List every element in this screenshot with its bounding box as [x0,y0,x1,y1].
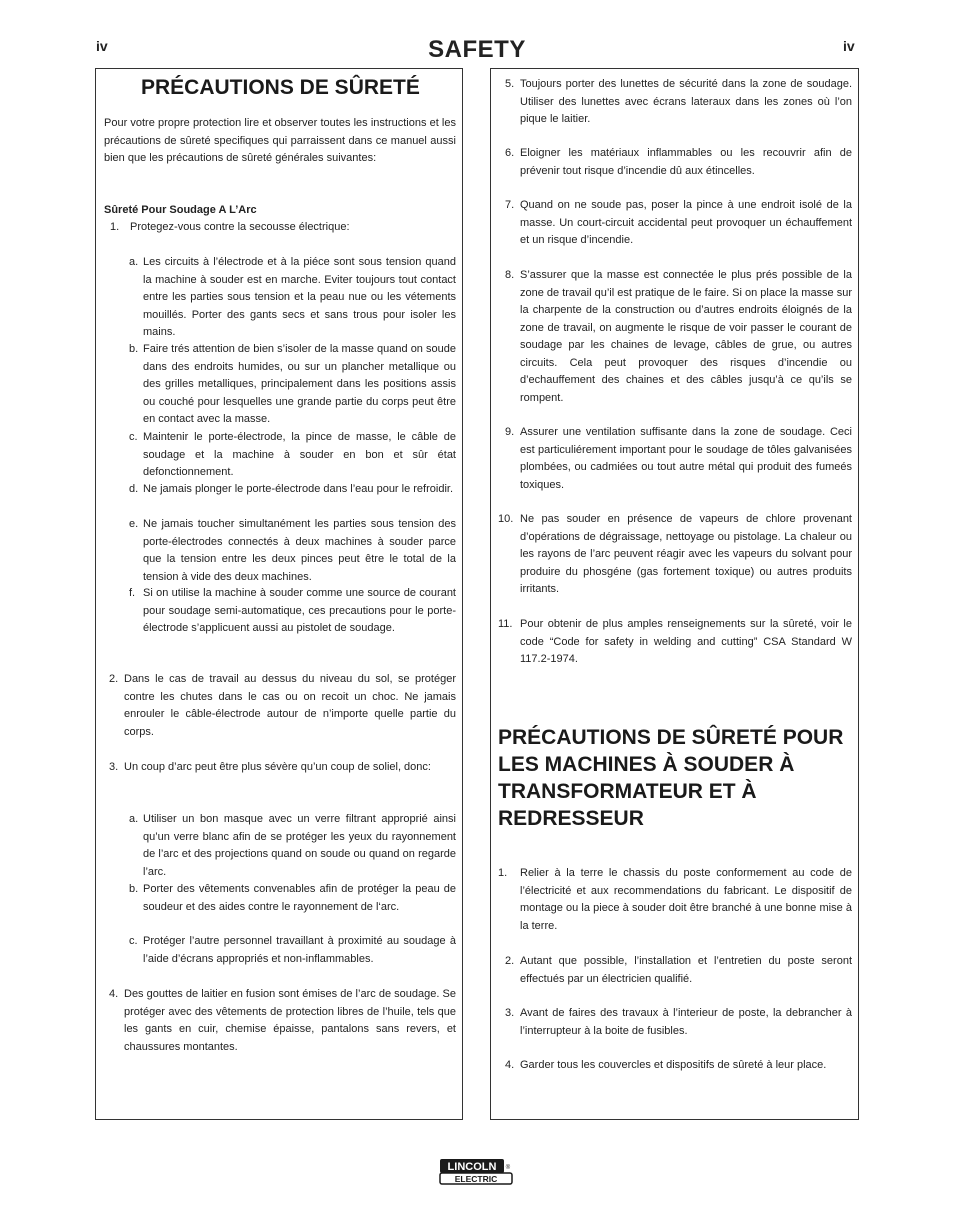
subheading-arc-welding: Sûreté Pour Soudage A L’Arc [104,204,257,216]
list-item-text: Utiliser un bon masque avec un verre filtrant approprié ainsi qu’un verre blanc afin de se protéger les yeux du rayonnement de l’arc et des projections quand on soude ou quand on regarde l’arc. [143,813,456,878]
list-item-number: a. [129,256,139,268]
right-list-item-6 [505,145,852,180]
list-item-text: Ne pas souder en présence de vapeurs de chlore provenant d’opérations de dégraissage, nettoyage ou pistolage. La chaleur ou les rayons de l’arc peuvent réagir avec les vapeurs du solvant pour produire du phosgéne (gas fortement toxique) ou autres produits irritants. [520,513,852,595]
list-item-number: 10. [498,513,514,525]
list-item-text: Protéger l’autre personnel travaillant à proximité au soudage à l’aide d’écrans appropriés et non-inflammables. [143,935,456,965]
list-item-text: S’assurer que la masse est connectée le plus prés possible de la zone de travail qu’il est pratique de le faire. Si on place la masse sur la charpente de la construction ou d’autres endroits éloignés de la zone de travail, on augmente le risque de voir passer le courant de soudage par les chaines de levage, câbles de grue, ou autres circuits. Cela peut provoquer des risques d’incendie ou d’echauffement des chaines et des câbles jusqu’à ce qu’ils se rompent. [520,269,853,404]
list-item-text: Quand on ne soude pas, poser la pince à une endroit isolé de la masse. Un court-circuit accidental peut provoquer un échauffement et un risque d’incendie. [520,199,852,246]
list-item-number: 4. [505,1059,515,1071]
list-item-number: c. [129,935,138,947]
right-list-item-10 [498,511,852,599]
svg-text:ELECTRIC: ELECTRIC [454,1174,498,1184]
list-item-text: Les circuits à l’électrode et à la piéce sont sous tension quand la machine à souder est en marche. Eviter toujours tout contact entre les parties sous tension et la peau nue ou les vétements mouillés. Porter des gants secs et sans trous pour isoler les mains. [143,256,456,338]
list-item-text: Porter des vêtements convenables afin de protéger la peau de soudeur et des aides contre le rayonnement de l‘arc. [143,883,456,913]
sub-item-1-f [129,585,456,638]
list-item-number: 1. [498,867,508,879]
right-list-item-5 [505,76,852,129]
list-item-number: 8. [505,269,515,281]
sub-item-1-c [129,429,456,482]
sub-item-1-d [129,481,456,499]
transformer-list-item-2 [505,953,852,988]
list-item-text: Maintenir le porte-électrode, la pince de masse, le câble de soudage et la machine à souder en bon et sûr état defonctionnement. [143,431,456,478]
list-item-text: Ne jamais plonger le porte-électrode dans l’eau pour le refroidir. [143,483,454,495]
list-item-text: Si on utilise la machine à souder comme une source de courant pour soudage semi-automatique, ces precautions pour le porte-électrode s’applicuent aussi au pistolet de soudage. [143,587,456,634]
sub-item-3-b [129,881,456,916]
section-heading-transformer: PRÉCAUTIONS DE SÛRETÉ POUR LES MACHINES À SOUDER À TRANSFORMATEUR ET À REDRESSEUR [498,726,844,830]
list-item-text: Avant de faires des travaux à l’interieur de poste, la debrancher à l’interrupteur à la boite de fusibles. [520,1007,852,1037]
right-list-item-9 [505,424,852,494]
lincoln-electric-logo [436,1158,516,1186]
list-item-number: 7. [505,199,515,211]
svg-text:®: ® [505,1165,511,1171]
right-list-item-8 [505,267,852,407]
list-item-text: Relier à la terre le chassis du poste conformement au code de l’électricité et aux recommendations du fabricant. Le dispositif de montage ou la piece à souder doit être branché à une bonne mise à la terre. [520,867,852,932]
sub-item-1-b [129,341,456,429]
list-item-text: Ne jamais toucher simultanément les parties sous tension des porte-électrodes connectés à deux machines à souder parce que la tension entre les deux pinces peut être le total de la tension à vide des deux machines. [143,518,456,583]
intro-paragraph: Pour votre propre protection lire et observer toutes les instructions et les précautions de sûreté specifiques qui parraissent dans ce manuel aussi bien que les précautions de sûreté générales suivantes: [104,117,456,164]
list-item-number: c. [129,431,138,443]
transformer-list-item-3 [505,1005,852,1040]
list-item-text: Toujours porter des lunettes de sécurité dans la zone de soudage. Utiliser des lunettes avec écrans lateraux dans les zones où l’on pique le laitier. [520,78,852,125]
sub-item-3-a [129,811,456,881]
list-item-number: 9. [505,426,515,438]
list-item-3: 3. Un coup d’arc peut être plus sévère qu’un coup de soliel, donc: [109,761,431,773]
list-item-number: 11. [498,618,513,630]
list-item-number: 6. [505,147,515,159]
right-list-item-11 [498,616,852,669]
list-item-number: 5. [505,78,515,90]
sub-item-3-c [129,933,456,968]
list-item-number: 2. [505,955,515,967]
list-item-1: 1. Protegez-vous contre la secousse électrique: [110,221,350,233]
sub-item-1-e [129,516,456,586]
list-item-2: 2. Dans le cas de travail au dessus du niveau du sol, se protéger contre les chutes dans le cas ou on recoit un choc. Ne jamais enrouler le câble-électrode autour de n’importe quelle partie du corps. [109,673,456,738]
page-number-right: iv [843,38,855,54]
sub-item-1-a [129,254,456,342]
list-item-number: b. [129,883,139,895]
transformer-list-item-1 [498,865,852,935]
page-number-left: iv [96,38,108,54]
list-item-text: Garder tous les couvercles et dispositifs de sûreté à leur place. [520,1059,827,1071]
list-item-text: Assurer une ventilation suffisante dans la zone de soudage. Ceci est particuliérement important pour le soudage de tôles galvanisées plombées, ou cadmiées ou tout autre métal qui produit des fumeés toxiques. [520,426,852,491]
list-item-number: d. [129,483,139,495]
list-item-text: Eloigner les matériaux inflammables ou les recouvrir afin de prévenir tout risque d’incendie dû aux étincelles. [520,147,852,177]
list-item-number: f. [129,587,136,599]
svg-text:LINCOLN: LINCOLN [447,1161,497,1173]
list-item-number: e. [129,518,139,530]
section-heading-precautions: PRÉCAUTIONS DE SÛRETÉ [141,76,420,99]
transformer-list-item-4 [505,1057,852,1075]
right-list-item-7 [505,197,852,250]
list-item-text: Autant que possible, l’installation et l’entretien du poste seront effectués par un électricien qualifié. [520,955,852,985]
list-item-4: 4. Des gouttes de laitier en fusion sont émises de l’arc de soudage. Se protéger avec des vêtements de protection libres de l’huile, tels que les gants en cuir, chemise épaisse, pantalons sans revers, et chaussures montantes. [109,988,456,1053]
list-item-number: a. [129,813,139,825]
page-title: SAFETY [428,36,526,63]
list-item-text: Faire trés attention de bien s’isoler de la masse quand on soude dans des endroits humides, ou sur un plancher metallique ou des grilles metalliques, principalement dans les positions assis ou couché pour lesquelles une grande partie du corps peut être en contact avec la masse. [143,343,456,425]
list-item-text: Pour obtenir de plus amples renseignements sur la sûreté, voir le code “Code for safety in welding and cutting” CSA Standard W 117.2-1974. [520,618,852,665]
list-item-number: b. [129,343,139,355]
list-item-number: 3. [505,1007,515,1019]
